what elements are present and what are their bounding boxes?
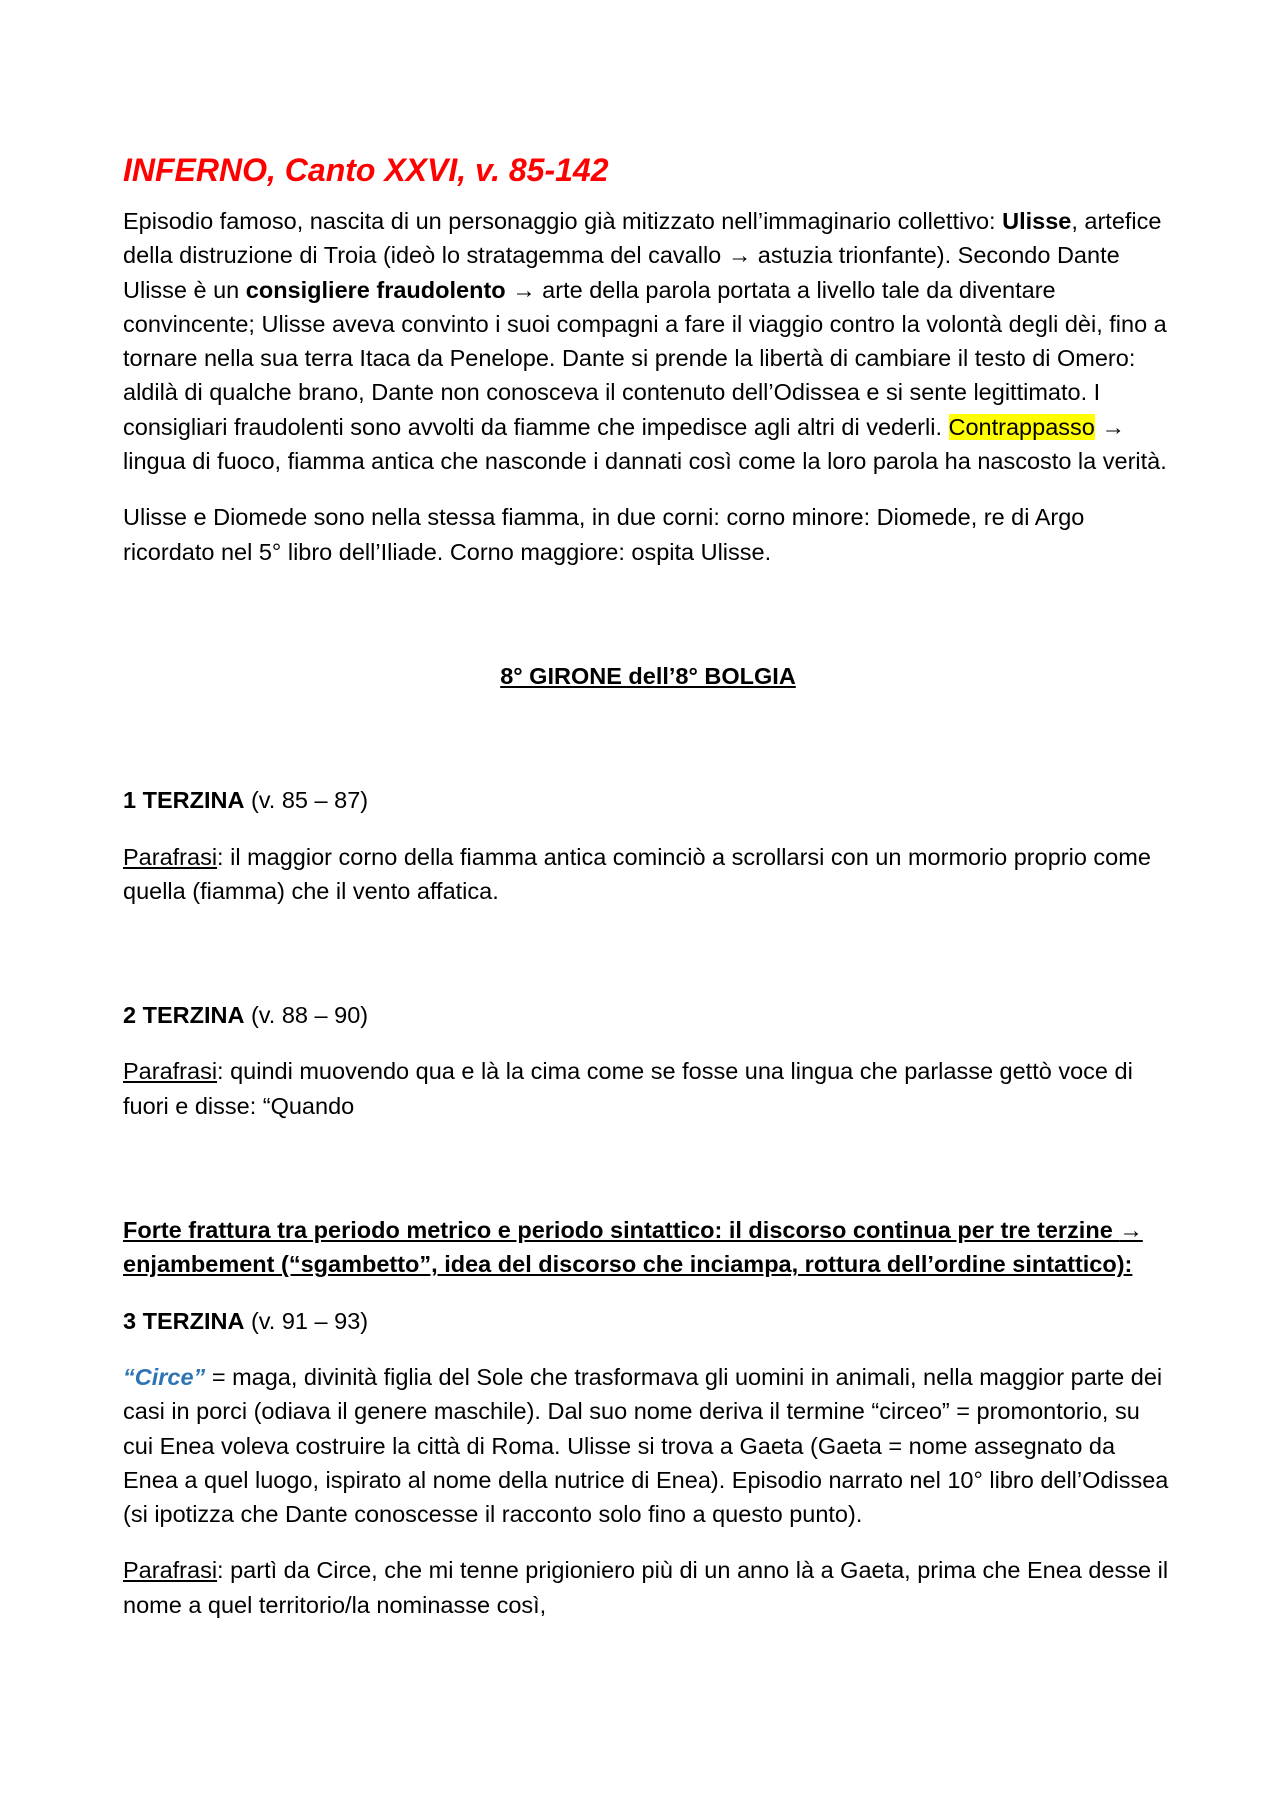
frattura-text-2: enjambement (“sgambetto”, idea del discorso che inciampa, rottura dell’ordine sintattico): xyxy=(123,1251,1133,1278)
parafrasi-text: : partì da Circe, che mi tenne prigioniero più di un anno là a Gaeta, prima che Enea desse il nome a quel territorio/la nominasse così, xyxy=(123,1557,1169,1618)
arrow-icon: → xyxy=(727,242,752,269)
intro-text-4: arte della parola portata a livello tale da diventare convincente; Ulisse aveva convinto i suoi compagni a fare il viaggio contro la volontà degli dèi, fino a tornare nella sua terra Itaca da Penelope. Dante si prende la libertà di cambiare il testo di Omero: aldilà di qualche brano, Dante non conosceva il contenuto dell’Odissea e si sente legittimato. I consigliari fraudolenti sono avvolti da fiamme che impedisce agli altri di vederli. xyxy=(123,276,1167,440)
intro-text-3: astuzia trionfante). Secondo Dante Ulisse è un xyxy=(123,242,1120,303)
terzina-1-verses: (v. 85 – 87) xyxy=(244,787,369,814)
ulisse-bold: Ulisse xyxy=(1002,208,1072,234)
intro-text-5: lingua di fuoco, fiamma antica che nasconde i dannati così come la loro parola ha nascosto la verità. xyxy=(123,448,1167,475)
circe-text: = maga, divinità figlia del Sole che trasformava gli uomini in animali, nella maggior parte dei casi in porci (odiava il genere maschile). Dal suo nome deriva il termine “circeo” = promontorio, su cui Enea voleva costruire la città di Roma. Ulisse si trova a Gaeta (Gaeta = nome assegnato da Enea a quel luogo, ispirato al nome della nutrice di Enea). Episodio narrato nel 10° libro dell’Odissea (si ipotizza che Dante conoscesse il racconto solo fino a questo punto). xyxy=(123,1363,1169,1528)
frattura-heading xyxy=(123,1213,1173,1282)
terzina-2-heading xyxy=(123,998,1173,1032)
terzina-2-verses: (v. 88 – 90) xyxy=(244,1002,369,1029)
intro-text-1: Episodio famoso, nascita di un personaggio già mitizzato nell’immaginario collettivo: xyxy=(123,208,1003,234)
arrow-icon: → xyxy=(512,276,536,303)
parafrasi-text: : quindi muovendo qua e là la cima come se fosse una lingua che parlasse gettò voce di fuori e disse: “Quando xyxy=(123,1058,1133,1119)
document-page xyxy=(123,150,1173,1644)
terzina-1-label: 1 TERZINA xyxy=(123,787,245,814)
terzina-1-heading xyxy=(123,783,1173,817)
document-title: INFERNO, Canto XXVI, v. 85-142 xyxy=(123,152,609,188)
intro-text-2: , artefice della distruzione di Troia (ideò lo stratagemma del cavallo xyxy=(123,208,1162,269)
terzina-1-parafrasi xyxy=(123,840,1173,909)
parafrasi-label: Parafrasi xyxy=(123,1058,218,1085)
circe-term: “Circe” xyxy=(123,1363,206,1390)
terzina-3-verses: (v. 91 – 93) xyxy=(244,1307,369,1334)
terzina-3-parafrasi xyxy=(123,1553,1173,1622)
arrow-icon: → xyxy=(1119,1217,1143,1244)
consigliere-bold: consigliere fraudolento xyxy=(245,276,506,303)
terzina-3-label: 3 TERZINA xyxy=(123,1307,245,1334)
contrappasso-highlight: Contrappasso xyxy=(948,413,1095,440)
ulisse-diomede-paragraph: Ulisse e Diomede sono nella stessa fiamma, in due corni: corno minore: Diomede, re di Argo ricordato nel 5° libro dell’Iliade. Corno maggiore: ospita Ulisse. xyxy=(123,504,1085,565)
arrow-icon: → xyxy=(1101,413,1125,440)
intro-paragraph xyxy=(123,204,1173,478)
terzina-2-label: 2 TERZINA xyxy=(123,1002,245,1029)
terzina-2-parafrasi xyxy=(123,1054,1173,1123)
frattura-text-1: Forte frattura tra periodo metrico e periodo sintattico: il discorso continua per tre terzine xyxy=(123,1217,1120,1244)
terzina-3-heading xyxy=(123,1304,1173,1338)
parafrasi-text: : il maggior corno della fiamma antica cominciò a scrollarsi con un mormorio proprio come quella (fiamma) che il vento affatica. xyxy=(123,843,1151,904)
circe-paragraph xyxy=(123,1360,1173,1531)
parafrasi-label: Parafrasi xyxy=(123,843,218,870)
section-title: 8° GIRONE dell’8° BOLGIA xyxy=(500,662,796,689)
parafrasi-label: Parafrasi xyxy=(123,1557,218,1584)
